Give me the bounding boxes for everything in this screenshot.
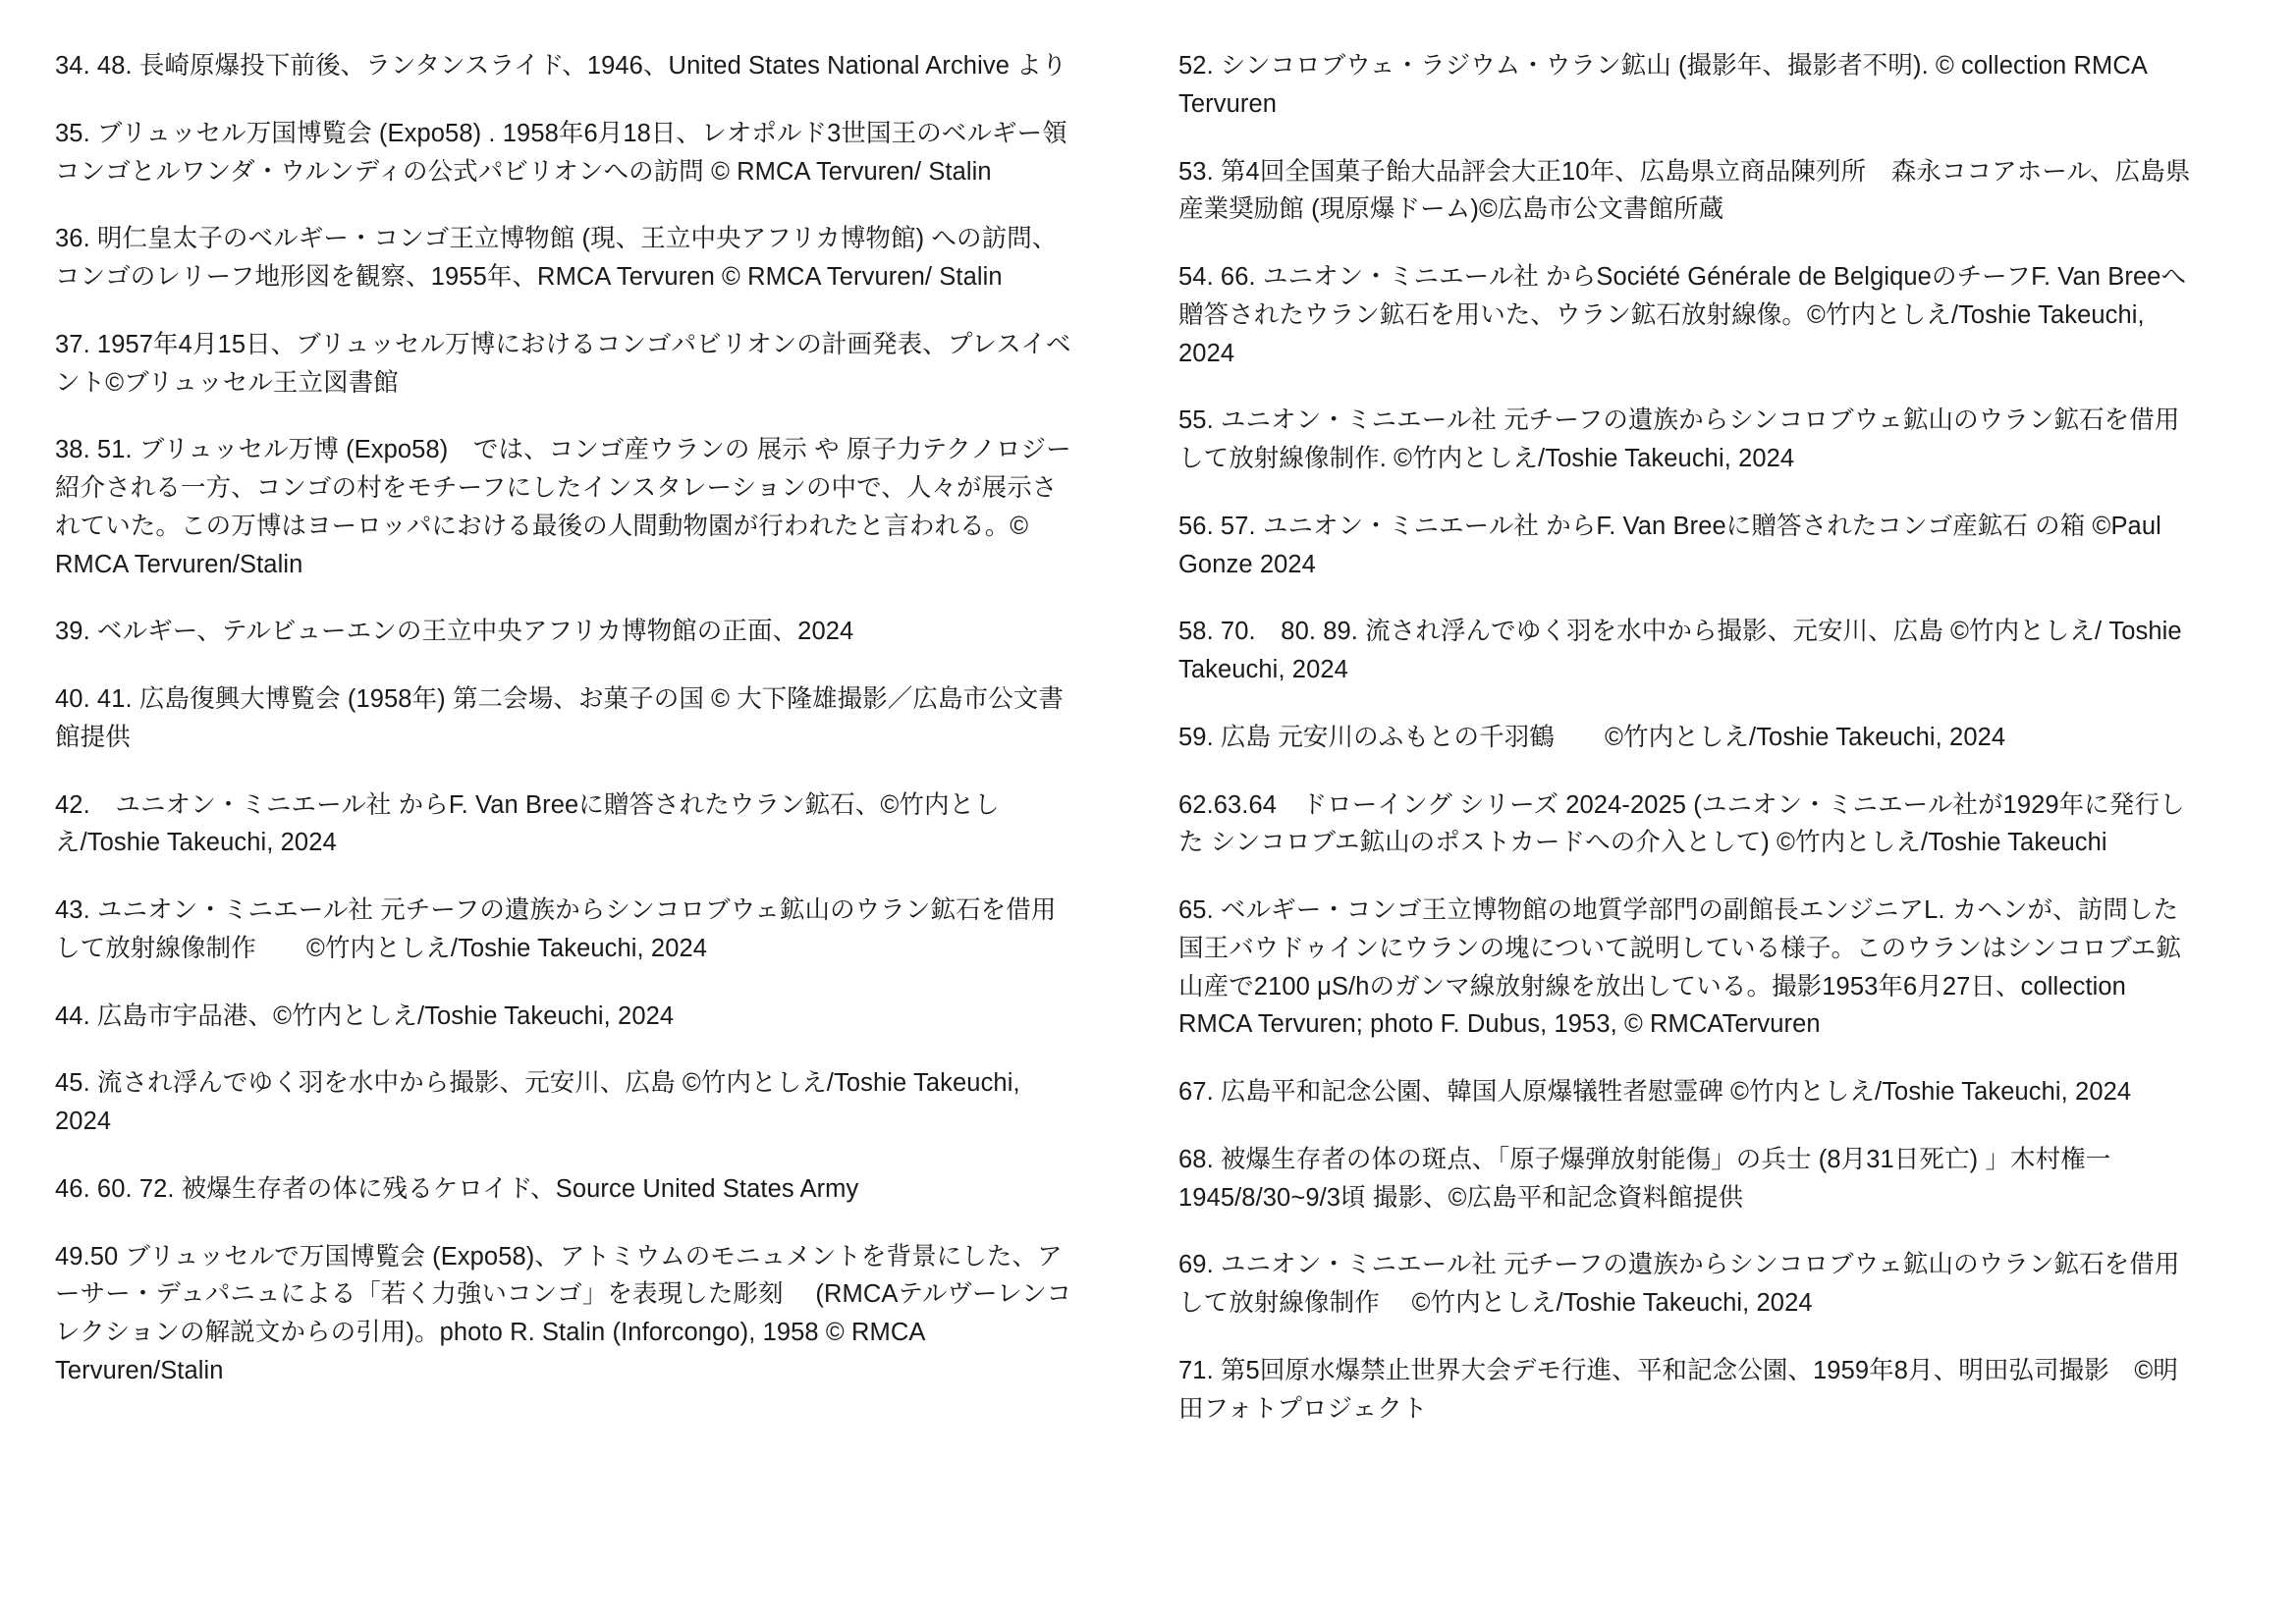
left-column <box>55 47 1076 1390</box>
caption-entry: 55. ユニオン・ミニエール社 元チーフの遺族からシンコロブウェ鉱山のウラン鉱石を借用して放射線像制作. ©竹内としえ/Toshie Takeuchi, 2024 <box>1178 406 2180 472</box>
caption-entry: 49.50 ブリュッセルで万国博覧会 (Expo58)、アトミウムのモニュメントを背景にした、アーサー・デュパニュによる「若く力強いコンゴ」を表現した彫刻 (RMCAテルヴーレンコレクションの解説文からの引用)。photo R. Stalin (Inforcongo), 1958 © RMCA Tervuren/Stalin <box>55 1242 1072 1384</box>
caption-entry: 53. 第4回全国菓子飴大品評会大正10年、広島県立商品陳列所 森永ココアホール、広島県産業奨励館 (現原爆ドーム)©広島市公文書館所蔵 <box>1178 157 2191 224</box>
caption-entry: 58. 70. 80. 89. 流され浮んでゆく羽を水中から撮影、元安川、広島 ©竹内としえ/ Toshie Takeuchi, 2024 <box>1178 618 2189 683</box>
caption-entry: 40. 41. 広島復興大博覧会 (1958年) 第二会場、お菓子の国 © 大下隆雄撮影／広島市公文書館提供 <box>55 685 1065 751</box>
caption-entry: 68. 被爆生存者の体の斑点、「原子爆弾放射能傷」の兵士 (8月31日死亡) 」木村権一 1945/8/30~9/3頃 撮影、©広島平和記念資料館提供 <box>1178 1145 2118 1212</box>
caption-entry: 42. ユニオン・ミニエール社 からF. Van Breeに贈答されたウラン鉱石、©竹内としえ/Toshie Takeuchi, 2024 <box>55 790 1000 857</box>
right-column <box>1178 47 2200 1428</box>
caption-entry: 36. 明仁皇太子のベルギー・コンゴ王立博物館 (現、王立中央アフリカ博物館) への訪問、コンゴのレリーフ地形図を観察、1955年、RMCA Tervuren © RMCA Tervuren/ Stalin <box>55 225 1058 291</box>
caption-entry: 54. 66. ユニオン・ミニエール社 からSociété Générale de BelgiqueのチーフF. Van Breeへ贈答されたウラン鉱石を用いた、ウラン鉱石放射線像。©竹内としえ/Toshie Takeuchi, 2024 <box>1178 263 2187 367</box>
caption-entry: 45. 流され浮んでゆく羽を水中から撮影、元安川、広島 ©竹内としえ/Toshie Takeuchi, 2024 <box>55 1069 1027 1135</box>
caption-entry: 44. 広島市宇品港、©竹内としえ/Toshie Takeuchi, 2024 <box>55 1001 675 1030</box>
caption-entry: 38. 51. ブリュッセル万博 (Expo58) では、コンゴ産ウランの 展示 や 原子力テクノロジー紹介される一方、コンゴの村をモチーフにしたインスタレーションの中で、人々が展示されていた。この万博はヨーロッパにおける最後の人間動物園が行われたと言われる。© RMCA Tervuren/Stalin <box>55 436 1071 578</box>
caption-entry: 34. 48. 長崎原爆投下前後、ランタンスライド、1946、United States National Archive より <box>55 52 1067 80</box>
caption-entry: 62.63.64 ドローイング シリーズ 2024-2025 (ユニオン・ミニエール社が1929年に発行した シンコロブエ鉱山のポストカードへの介入として) ©竹内としえ/Toshie Takeuchi <box>1178 790 2185 857</box>
caption-entry: 39. ベルギー、テルビューエンの王立中央アフリカ博物館の正面、2024 <box>55 618 854 646</box>
caption-entry: 59. 広島 元安川のふもとの千羽鶴 ©竹内としえ/Toshie Takeuchi, 2024 <box>1178 723 2006 751</box>
caption-entry: 65. ベルギー・コンゴ王立博物館の地質学部門の副館長エンジニアL. カヘンが、訪問した国王バウドゥインにウランの塊について説明している様子。このウランはシンコロブエ鉱山産で2100 μS/hのガンマ線放射線を放出している。撮影1953年6月27日、collection RMCA Tervuren; photo F. Dubus, 1953, © RMCATervuren <box>1178 896 2181 1039</box>
caption-entry: 35. ブリュッセル万国博覧会 (Expo58) . 1958年6月18日、レオポルド3世国王のベルギー領コンゴとルワンダ・ウルンディの公式パビリオンへの訪問 © RMCA Tervuren/ Stalin <box>55 119 1067 186</box>
two-column-layout <box>55 47 2241 1584</box>
caption-entry: 71. 第5回原水爆禁止世界大会デモ行進、平和記念公園、1959年8月、明田弘司撮影 ©明田フォトプロジェクト <box>1178 1356 2178 1423</box>
caption-entry: 52. シンコロブウェ・ラジウム・ウラン鉱山 (撮影年、撮影者不明). © collection RMCA Tervuren <box>1178 52 2154 118</box>
caption-entry: 69. ユニオン・ミニエール社 元チーフの遺族からシンコロブウェ鉱山のウラン鉱石を借用して放射線像制作 ©竹内としえ/Toshie Takeuchi, 2024 <box>1178 1251 2180 1317</box>
caption-entry: 43. ユニオン・ミニエール社 元チーフの遺族からシンコロブウェ鉱山のウラン鉱石を借用して放射線像制作 ©竹内としえ/Toshie Takeuchi, 2024 <box>55 896 1057 962</box>
caption-entry: 37. 1957年4月15日、ブリュッセル万博におけるコンゴパビリオンの計画発表、プレスイベント©ブリュッセル王立図書館 <box>55 330 1071 397</box>
caption-entry: 46. 60. 72. 被爆生存者の体に残るケロイド、Source United States Army <box>55 1174 859 1203</box>
caption-entry: 67. 広島平和記念公園、韓国人原爆犠牲者慰霊碑 ©竹内としえ/Toshie Takeuchi, 2024 <box>1178 1078 2132 1106</box>
caption-entry: 56. 57. ユニオン・ミニエール社 からF. Van Breeに贈答されたコンゴ産鉱石 の箱 ©Paul Gonze 2024 <box>1178 512 2169 578</box>
